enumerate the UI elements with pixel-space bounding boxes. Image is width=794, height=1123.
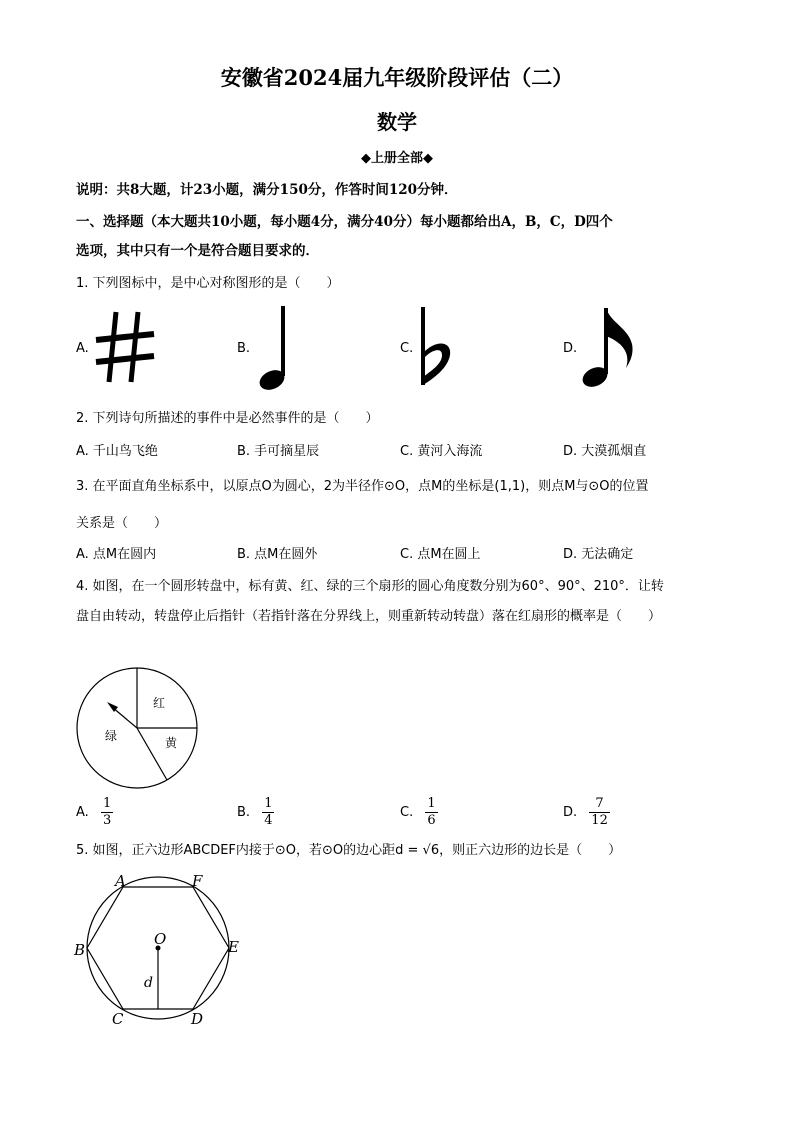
instructions: 说明：共8大题，计23小题，满分150分，作答时间120分钟． [76,182,458,198]
eighth-note-icon [580,306,638,388]
q3-option-c: C. 点M在圆上 [400,547,481,562]
section-heading-line1: 一、选择题（本大题共10小题，每小题4分，满分40分）每小题都给出A，B，C，D四个 [76,214,613,230]
q2-option-b: B. 手可摘星辰 [237,444,320,459]
q4-option-c-letter: C. [400,805,414,820]
label-red: 红 [153,696,166,710]
vertex-label-b: B [74,941,86,959]
q4-option-a-den: 3 [102,813,112,828]
q4-option-a-num: 1 [102,796,112,811]
flat-icon [418,305,458,387]
q3-option-b: B. 点M在圆外 [237,547,318,562]
q4-option-b-den: 4 [264,813,273,828]
q4-option-c-den: 6 [427,813,436,828]
vertex-label-a: A [115,872,126,890]
q4-option-c-num: 1 [427,796,436,811]
section-heading-line2: 选项，其中只有一个是符合题目要求的． [76,243,319,259]
q4-option-d-num: 7 [589,796,610,813]
q2-stem: 2. 下列诗句所描述的事件中是必然事件的是（ ） [76,411,379,426]
q1-option-d-label: D. [563,341,578,356]
q4-option-c [400,796,438,829]
boundary-lower [137,728,167,780]
q1-option-a-label: A. [76,341,89,356]
sharp-icon [94,310,158,384]
q4-option-b [237,796,274,829]
pointer-shaft [112,707,137,728]
page-title: 安徽省2024届九年级阶段评估（二） [220,65,574,90]
q3-option-d: D. 无法确定 [563,547,634,562]
q4-stem-line2: 盘自由转动，转盘停止后指针（若指针落在分界线上，则重新转动转盘）落在红扇形的概率是（ ） [76,609,662,624]
q1-option-b-label: B. [237,341,251,356]
center-label-o: O [154,930,167,948]
vertex-label-f: F [192,872,203,890]
q4-stem-line1: 4. 如图，在一个圆形转盘中，标有黄、红、绿的三个扇形的圆心角度数分别为60°、90°、210°．让转 [76,579,664,594]
q4-option-a [76,796,113,829]
scope-label: ◆上册全部◆ [361,151,433,166]
q1-stem: 1. 下列图标中，是中心对称图形的是（ ） [76,276,340,291]
q4-option-d-letter: D. [563,805,578,820]
q2-option-d: D. 大漠孤烟直 [563,444,647,459]
quarter-note-icon [254,304,294,392]
spinner-diagram [74,665,200,791]
subject-title: 数学 [377,110,417,134]
q3-stem-line2: 关系是（ ） [76,516,168,531]
q5-stem: 5. 如图，正六边形ABCDEF内接于⊙O，若⊙O的边心距d = √6，则正六边形的边长是（ ） [76,843,622,858]
apothem-label-d: d [144,975,153,991]
label-green: 绿 [105,729,118,743]
vertex-label-d: D [191,1010,204,1028]
q4-option-b-num: 1 [264,796,273,811]
q4-option-d-den: 12 [591,813,608,828]
q4-option-a-letter: A. [76,805,89,820]
q2-option-a: A. 千山鸟飞绝 [76,444,158,459]
label-yellow: 黄 [165,736,178,750]
q4-option-b-letter: B. [237,805,251,820]
vertex-label-c: C [112,1010,124,1028]
q4-option-d [563,796,610,829]
q1-option-c-label: C. [400,341,414,356]
vertex-label-e: E [228,938,239,956]
q3-option-a: A. 点M在圆内 [76,547,157,562]
q3-stem-line1: 3. 在平面直角坐标系中，以原点O为圆心，2为半径作⊙O，点M的坐标是(1,1)，则点M与⊙O的位置 [76,479,649,494]
hexagon-diagram [70,870,250,1030]
q2-option-c: C. 黄河入海流 [400,444,483,459]
